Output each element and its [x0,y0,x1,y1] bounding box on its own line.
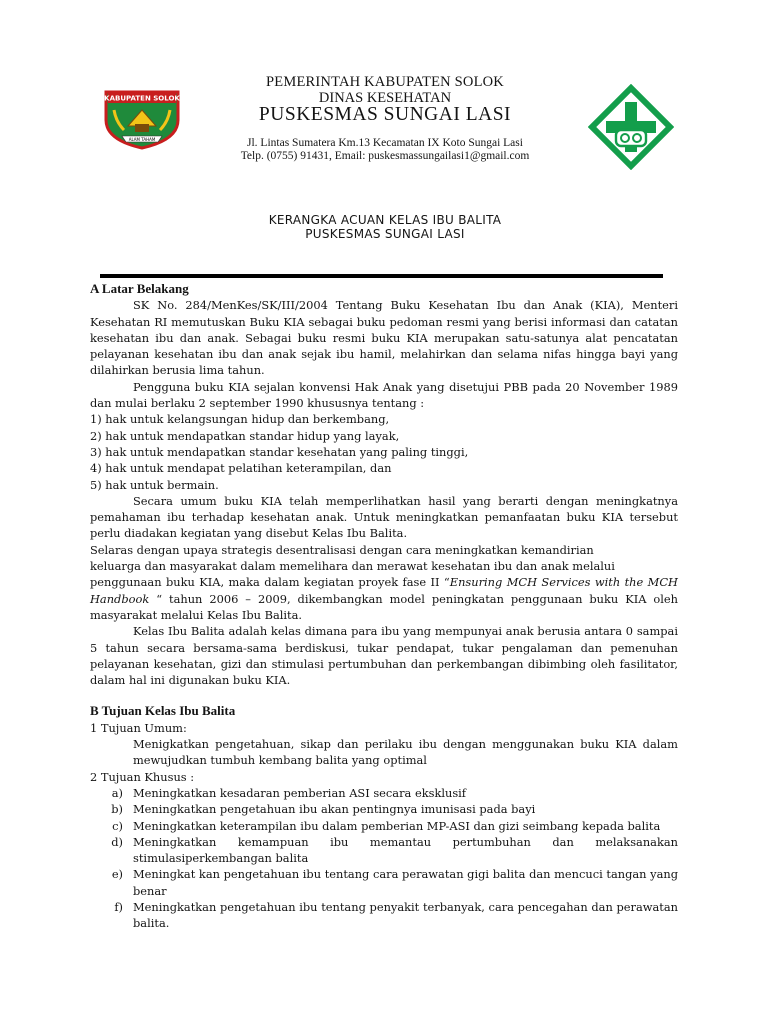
item-text: Meningkatkan pengetahuan ibu tentang penyakit terbanyak, cara pencegahan dan perawatan balita. [133,899,678,931]
item-label: a) [111,785,123,800]
project-outro-text: “ tahun 2006 – 2009, dikembangkan model peningkatan penggunaan buku KIA oleh masyarakat melalui Kelas Ibu Balita. [90,591,678,622]
address-line: Jl. Lintas Sumatera Km.13 Kecamatan IX Koto Sungai Lasi [247,137,523,149]
item-label: b) [111,802,123,817]
list-item [90,866,678,899]
item-label: d) [111,834,123,849]
paragraph-decentralization-line2: keluarga dan masyarakat dalam memelihara dan merawat kesehatan ibu dan anak melalui [90,559,615,574]
item-text: Meningkatkan kemampuan ibu memantau pertumbuhan dan melaksanakan stimulasiperkembangan balita [133,834,678,866]
paragraph-sk: SK No. 284/MenKes/SK/III/2004 Tentang Buku Kesehatan Ibu dan Anak (KIA), Menteri Kesehatan RI memutuskan Buku KIA sebagai buku pedoman resmi yang berisi informasi dan catatan kesehatan ibu dan anak. Sebagai buku resmi buku KIA merupakan satu-satunya alat pencatatan pelayanan kesehatan ibu dan anak sejak ibu hamil, melahirkan dan selama nifas hingga bayi yang dilahirkan berusia lima tahun. [90,298,678,378]
document-body [90,281,678,932]
item-text: Meningkat kan pengetahuan ibu tentang cara perawatan gigi balita dan mencuci tangan yang benar [133,867,678,898]
section-a-heading: A Latar Belakang [90,281,189,296]
paragraph-class-definition: Kelas Ibu Balita adalah kelas dimana para ibu yang mempunyai anak berusia antara 0 sampai 5 tahun secara bersama-sama berdiskusi, tukar pendapat, tukar pengalaman dan pemenuhan pelayanan kesehatan, gizi dan stimulasi pertumbuhan dan perkembangan dibimbing oleh fasilitator, dalam hal ini digunakan buku KIA. [90,624,678,688]
puskesmas-name: PUSKESMAS SUNGAI LASI [258,104,512,125]
specific-goal-label: 2 Tujuan Khusus : [90,769,195,784]
section-spacer [90,688,678,703]
paragraph-decentralization-line1: Selaras dengan upaya strategis desentralisasi dengan cara meningkatkan kemandirian [90,542,594,557]
list-item [90,785,678,801]
list-item [90,818,678,834]
contact-line: Telp. (0755) 91431, Email: puskesmassungailasi1@gmail.com [240,150,530,162]
item-text: Meningkatkan keterampilan ibu dalam pemberian MP-ASI dan gizi seimbang kepada balita [133,818,661,833]
project-intro-text: penggunaan buku KIA, maka dalam kegiatan proyek fase II “ [90,575,450,590]
list-item [90,899,678,932]
header-divider [100,274,663,278]
paragraph-convention: Pengguna buku KIA sejalan konvensi Hak Anak yang disetujui PBB pada 20 November 1989 dan mulai berlaku 2 september 1990 khususnya tentang : [90,379,678,411]
list-item: 1) hak untuk kelangsungan hidup dan berkembang, [90,412,390,427]
emblem-top-text: KABUPATEN SOLOK [104,94,180,103]
rights-list [90,411,678,492]
specific-goals-list [90,785,678,932]
paragraph-general: Secara umum buku KIA telah memperlihatkan hasil yang berarti dengan meningkatnya pemahaman ibu terhadap kesehatan anak. Untuk meningkatkan pemanfaatan buku KIA tersebut perlu diadakan kegiatan yang disebut Kelas Ibu Balita. [90,493,678,541]
item-label: f) [114,899,123,914]
item-text: Meningkatkan kesadaran pemberian ASI secara eksklusif [133,785,467,800]
item-label: e) [111,867,123,882]
kabupaten-solok-emblem-icon [102,86,182,150]
list-item [90,801,678,817]
general-goal-text: Menigkatkan pengetahuan, sikap dan perilaku ibu dengan menggunakan buku KIA dalam mewujudkan tumbuh kembang balita yang optimal [133,737,678,768]
government-name: PEMERINTAH KABUPATEN SOLOK [266,74,504,90]
list-item: 2) hak untuk mendapatkan standar hidup yang layak, [90,428,400,443]
document-subtitle: PUSKESMAS SUNGAI LASI [305,227,465,241]
item-label: c) [112,818,123,833]
department-name: DINAS KESEHATAN [318,90,452,106]
emblem-motto: ALAM TAHAM [128,137,156,142]
project-name: Ensuring MCH Services with the MCH Handbook [90,575,678,606]
document-title: KERANGKA ACUAN KELAS IBU BALITA [268,213,502,227]
puskesmas-logo-icon [588,84,674,170]
section-b-heading: B Tujuan Kelas Ibu Balita [90,703,236,719]
general-goal-label: 1 Tujuan Umum: [90,720,187,735]
list-item: 3) hak untuk mendapatkan standar kesehatan yang paling tinggi, [90,444,469,459]
paragraph-decentralization-line3 [90,574,678,623]
list-item: 4) hak untuk mendapat pelatihan keterampilan, dan [90,461,392,476]
item-text: Meningkatkan pengetahuan ibu akan pentingnya imunisasi pada bayi [133,802,536,817]
list-item: 5) hak untuk bermain. [90,477,219,492]
list-item [90,834,678,867]
